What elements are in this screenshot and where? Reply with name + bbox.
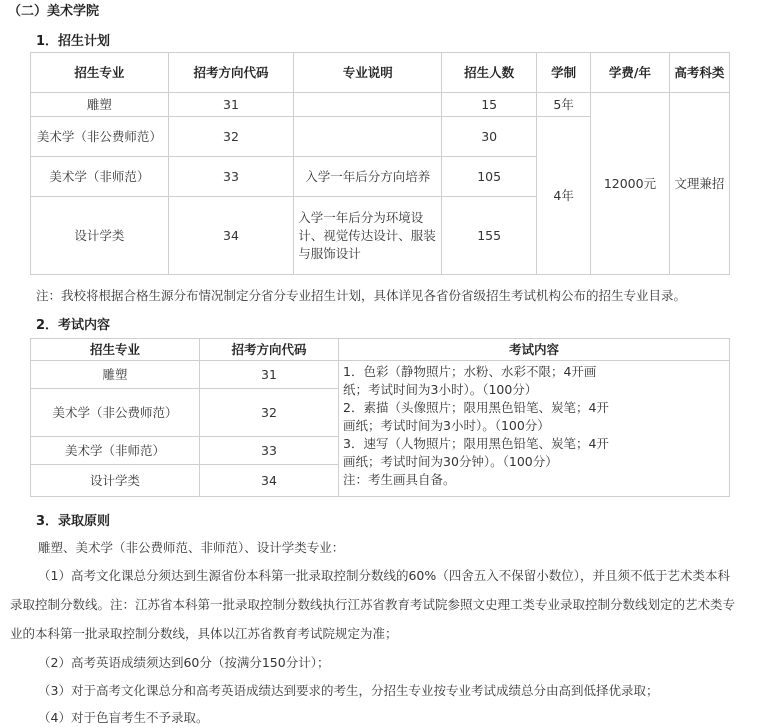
col-major: 招生专业 [31, 53, 169, 93]
code-cell: 33 [168, 157, 294, 197]
plan-heading: 1．招生计划 [36, 34, 111, 49]
count-cell: 155 [442, 197, 537, 275]
code-cell: 34 [168, 197, 294, 275]
exam-heading: 2．考试内容 [36, 318, 111, 333]
col-subject: 高考科类 [669, 53, 729, 93]
duration-cell: 4年 [537, 117, 591, 275]
major-cell: 美术学（非公费师范） [31, 117, 169, 157]
col-fee: 学费/年 [591, 53, 670, 93]
section-title: （二）美术学院 [8, 4, 100, 19]
col-count: 招生人数 [442, 53, 537, 93]
exam-item-sketch: 2．素描（头像照片；限用黑色铅笔、炭笔；4开画纸；考试时间为3小时）。（100分） [343, 400, 609, 433]
exam-item-color: 1．色彩（静物照片；水粉、水彩不限；4开画纸；考试时间为3小时）。（100分） [343, 364, 597, 397]
major-cell: 雕塑 [31, 361, 200, 389]
major-cell: 雕塑 [31, 93, 169, 117]
table-row [31, 361, 730, 389]
table-row [31, 93, 730, 117]
code-cell: 31 [200, 361, 339, 389]
major-cell: 设计学类 [31, 197, 169, 275]
duration-cell: 5年 [537, 93, 591, 117]
code-cell: 31 [168, 93, 294, 117]
fee-cell: 12000元 [591, 93, 670, 275]
admission-rule-3: （3）对于高考文化课总分和高考英语成绩达到要求的考生，分招生专业按专业考试成绩总分由高到低择优录取； [38, 683, 659, 698]
col-content: 考试内容 [339, 339, 730, 361]
desc-cell: 入学一年后分方向培养 [294, 157, 442, 197]
subject-cell: 文理兼招 [669, 93, 729, 275]
admission-rule-1-cont: 录取控制分数线。注：江苏省本科第一批录取控制分数线执行江苏省教育考试院参照文史理工类专业录取控制分数线划定的艺术类专 [10, 597, 736, 612]
major-cell: 设计学类 [31, 465, 200, 497]
major-cell: 美术学（非师范） [31, 157, 169, 197]
count-cell: 15 [442, 93, 537, 117]
admission-intro: 雕塑、美术学（非公费师范、非师范）、设计学类专业： [38, 540, 345, 555]
col-duration: 学制 [537, 53, 591, 93]
code-cell: 32 [200, 389, 339, 437]
col-code: 招考方向代码 [168, 53, 294, 93]
count-cell: 105 [442, 157, 537, 197]
major-cell: 美术学（非公费师范） [31, 389, 200, 437]
admission-rule-1: （1）高考文化课总分须达到生源省份本科第一批录取控制分数线的60%（四舍五入不保留小数位），并且须不低于艺术类本科 [38, 568, 730, 583]
col-major: 招生专业 [31, 339, 200, 361]
major-cell: 美术学（非师范） [31, 437, 200, 465]
desc-cell [294, 93, 442, 117]
code-cell: 34 [200, 465, 339, 497]
col-code: 招考方向代码 [200, 339, 339, 361]
code-cell: 33 [200, 437, 339, 465]
col-desc: 专业说明 [294, 53, 442, 93]
admission-heading: 3．录取原则 [36, 514, 111, 529]
exam-content-cell [339, 361, 730, 497]
code-cell: 32 [168, 117, 294, 157]
enrollment-plan-table [30, 52, 730, 275]
admission-rule-1-cont2: 业的本科第一批录取控制分数线，具体以江苏省教育考试院规定为准； [10, 626, 398, 641]
desc-cell [294, 117, 442, 157]
exam-note: 注：考生画具自备。 [343, 472, 456, 487]
exam-content-table [30, 338, 730, 497]
admission-rule-2: （2）高考英语成绩须达到60分（按满分150分计）； [38, 655, 330, 670]
exam-item-quick-sketch: 3．速写（人物照片；限用黑色铅笔、炭笔；4开画纸；考试时间为30分钟）。（100分） [343, 436, 609, 469]
desc-cell: 入学一年后分为环境设计、视觉传达设计、服装与服饰设计 [294, 197, 442, 275]
admission-rule-4: （4）对于色盲考生不予录取。 [38, 710, 209, 725]
plan-note: 注：我校将根据合格生源分布情况制定分省分专业招生计划，具体详见各省份省级招生考试机构公布的招生专业目录。 [36, 288, 687, 303]
count-cell: 30 [442, 117, 537, 157]
